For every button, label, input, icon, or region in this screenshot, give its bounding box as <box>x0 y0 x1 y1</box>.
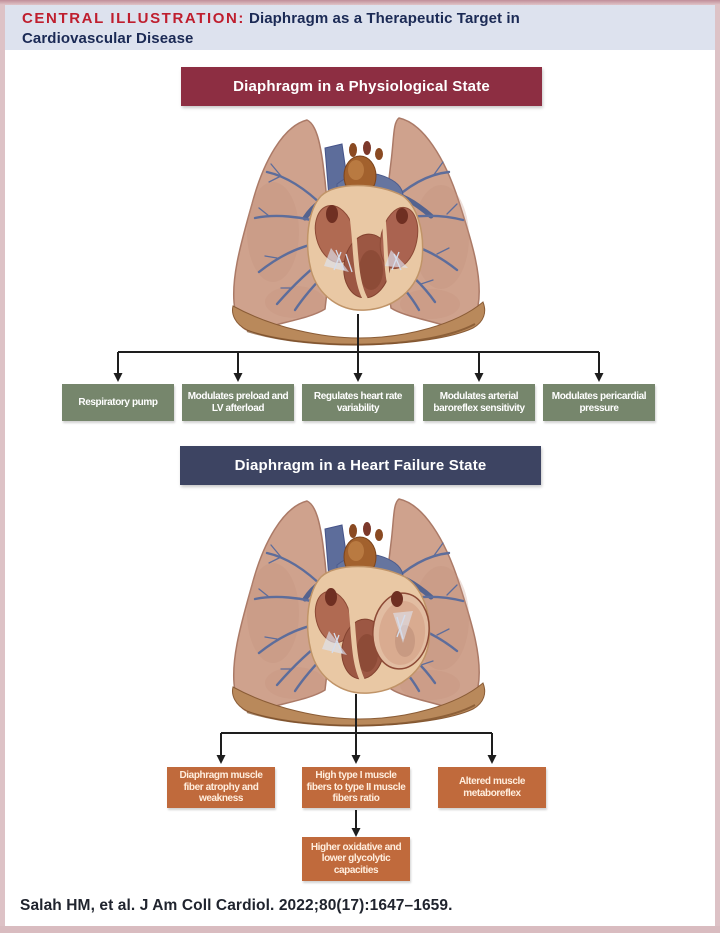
bottom-border <box>0 926 720 933</box>
figure-title <box>22 9 602 49</box>
figure-title-text: Diaphragm as a Therapeutic Target in Cardiovascular Disease <box>22 10 520 47</box>
outcome-heart-rate-variability: Regulates heart rate variability <box>302 384 414 421</box>
figure-header <box>5 5 715 50</box>
physiological-connector-arrows <box>0 312 720 384</box>
lungs-heart-diaphragm-heart-failure-illustration <box>225 493 495 728</box>
outcome-altered-metaboreflex: Altered muscle metaboreflex <box>438 767 546 808</box>
heart-failure-connector-arrows <box>0 694 720 766</box>
outcome-preload-afterload: Modulates preload and LV afterload <box>182 384 294 421</box>
outcome-baroreflex-sensitivity: Modulates arterial baroreflex sensitivity <box>423 384 535 421</box>
outcome-fiber-atrophy-weakness: Diaphragm muscle fiber atrophy and weakness <box>167 767 275 808</box>
banner-physiological-state: Diaphragm in a Physiological State <box>181 67 542 106</box>
citation-text: Salah HM, et al. J Am Coll Cardiol. 2022;80(17):1647–1659. <box>20 897 453 914</box>
outcome-pericardial-pressure: Modulates pericardial pressure <box>543 384 655 421</box>
outcome-respiratory-pump: Respiratory pump <box>62 384 174 421</box>
outcome-fiber-type-ratio: High type I muscle fibers to type II muscle fibers ratio <box>302 767 410 808</box>
heart <box>308 186 423 311</box>
outcome-oxidative-glycolytic-capacities: Higher oxidative and lower glycolytic capacities <box>302 837 410 881</box>
central-illustration-label: CENTRAL ILLUSTRATION: <box>22 10 246 27</box>
banner-heart-failure-state: Diaphragm in a Heart Failure State <box>180 446 541 485</box>
sub-outcome-arrow <box>340 810 372 838</box>
